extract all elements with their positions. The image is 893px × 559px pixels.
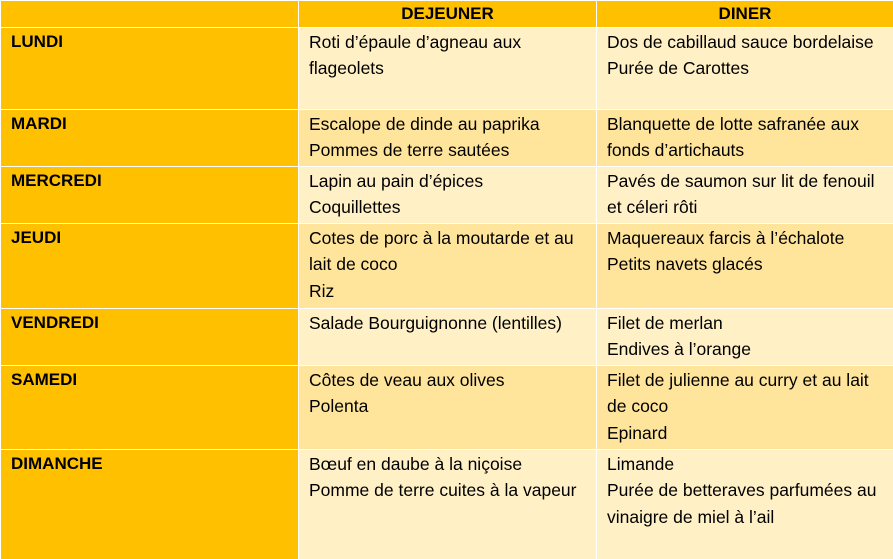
dinner-line: Purée de betteraves parfumées au vinaigre de miel à l’ail: [607, 480, 877, 527]
lunch-cell: [298, 166, 596, 223]
lunch-cell: [298, 109, 596, 166]
lunch-cell: [298, 223, 596, 308]
dinner-cell: [596, 109, 893, 166]
dinner-cell: [596, 449, 893, 559]
dinner-line: Filet de merlan: [607, 313, 723, 333]
day-cell: SAMEDI: [0, 365, 298, 449]
day-cell: LUNDI: [0, 27, 298, 109]
table-row: [0, 166, 893, 223]
dinner-cell: [596, 223, 893, 308]
lunch-cell: [298, 365, 596, 449]
day-cell: JEUDI: [0, 223, 298, 308]
lunch-line: Lapin au pain d’épices: [309, 171, 484, 191]
dinner-line: Dos de cabillaud sauce bordelaise: [607, 32, 874, 52]
day-cell: VENDREDI: [0, 308, 298, 365]
lunch-line: Pommes de terre sautées: [309, 140, 510, 161]
table-row: [0, 365, 893, 449]
dinner-line: Purée de Carottes: [607, 58, 750, 79]
day-cell: DIMANCHE: [0, 449, 298, 559]
dinner-line: Epinard: [607, 422, 668, 443]
dinner-cell: [596, 27, 893, 109]
table-row: [0, 223, 893, 308]
lunch-line: Salade Bourguignonne (lentilles): [309, 313, 562, 333]
table-row: [0, 308, 893, 365]
lunch-line: Cotes de porc à la moutarde et au lait de coco: [309, 228, 574, 275]
dinner-line: Limande: [607, 454, 675, 474]
dinner-cell: [596, 365, 893, 449]
dinner-line: Pavés de saumon sur lit de fenouil et céleri rôti: [607, 171, 875, 218]
lunch-line: Roti d’épaule d’agneau aux flageolets: [309, 32, 522, 79]
table-row: [0, 109, 893, 166]
dinner-line: Maquereaux farcis à l’échalote: [607, 228, 845, 248]
day-cell: MERCREDI: [0, 166, 298, 223]
lunch-cell: [298, 308, 596, 365]
header-lunch: DEJEUNER: [298, 0, 596, 27]
header-row: [0, 0, 893, 27]
lunch-cell: [298, 449, 596, 559]
dinner-line: Filet de julienne au curry et au lait de coco: [607, 370, 869, 417]
lunch-line: Riz: [309, 280, 335, 301]
header-corner-cell: [0, 0, 298, 27]
day-cell: MARDI: [0, 109, 298, 166]
dinner-line: Blanquette de lotte safranée aux fonds d’artichauts: [607, 114, 859, 161]
lunch-line: Coquillettes: [309, 197, 401, 218]
lunch-line: Bœuf en daube à la niçoise: [309, 454, 523, 474]
lunch-line: Pomme de terre cuites à la vapeur: [309, 480, 577, 501]
dinner-line: Petits navets glacés: [607, 254, 763, 275]
table-row: [0, 27, 893, 109]
lunch-line: Escalope de dinde au paprika: [309, 114, 540, 134]
dinner-line: Endives à l’orange: [607, 339, 751, 360]
lunch-line: Côtes de veau aux olives: [309, 370, 505, 390]
lunch-line: Polenta: [309, 396, 369, 417]
dinner-cell: [596, 166, 893, 223]
dinner-cell: [596, 308, 893, 365]
table-row: [0, 449, 893, 559]
header-dinner: DINER: [596, 0, 893, 27]
lunch-cell: [298, 27, 596, 109]
